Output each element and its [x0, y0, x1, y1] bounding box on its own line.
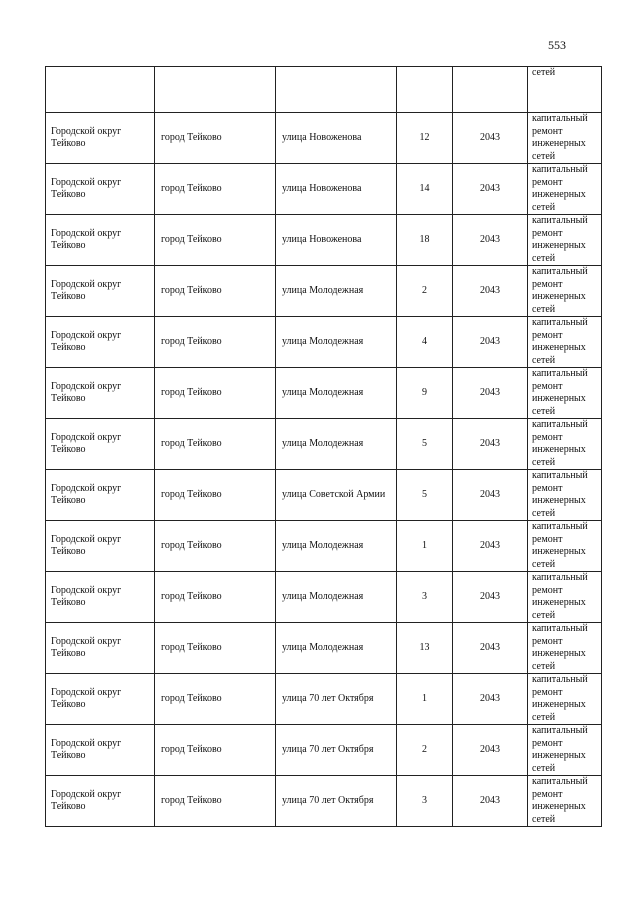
street-cell: улица 70 лет Октября	[276, 725, 397, 776]
district-cell: Городской округ Тейково	[46, 368, 155, 419]
settlement-cell: город Тейково	[155, 113, 276, 164]
house-cell: 4	[397, 317, 453, 368]
year-cell: 2043	[453, 317, 528, 368]
house-cell: 18	[397, 215, 453, 266]
table-row	[46, 521, 602, 572]
settlement-cell: город Тейково	[155, 725, 276, 776]
house-cell: 1	[397, 674, 453, 725]
street-cell: улица 70 лет Октября	[276, 674, 397, 725]
street-cell	[276, 67, 397, 113]
year-cell: 2043	[453, 725, 528, 776]
year-cell: 2043	[453, 521, 528, 572]
house-cell: 3	[397, 572, 453, 623]
street-cell: улица Молодежная	[276, 521, 397, 572]
table-row	[46, 317, 602, 368]
street-cell: улица Молодежная	[276, 317, 397, 368]
settlement-cell: город Тейково	[155, 419, 276, 470]
work-type-cell: капитальный ремонт инженерных сетей	[528, 776, 602, 827]
settlement-cell: город Тейково	[155, 572, 276, 623]
year-cell: 2043	[453, 368, 528, 419]
table-body	[46, 67, 602, 827]
district-cell: Городской округ Тейково	[46, 572, 155, 623]
settlement-cell: город Тейково	[155, 521, 276, 572]
work-type-cell: капитальный ремонт инженерных сетей	[528, 725, 602, 776]
table-row	[46, 419, 602, 470]
work-type-cell: капитальный ремонт инженерных сетей	[528, 317, 602, 368]
district-cell: Городской округ Тейково	[46, 725, 155, 776]
street-cell: улица Новоженова	[276, 113, 397, 164]
work-type-cell: капитальный ремонт инженерных сетей	[528, 521, 602, 572]
work-type-cell: капитальный ремонт инженерных сетей	[528, 674, 602, 725]
page-number: 553	[548, 38, 566, 52]
work-type-cell: капитальный ремонт инженерных сетей	[528, 368, 602, 419]
work-type-cell: капитальный ремонт инженерных сетей	[528, 113, 602, 164]
work-type-cell: капитальный ремонт инженерных сетей	[528, 572, 602, 623]
table-row	[46, 572, 602, 623]
street-cell: улица Советской Армии	[276, 470, 397, 521]
settlement-cell: город Тейково	[155, 317, 276, 368]
settlement-cell: город Тейково	[155, 674, 276, 725]
district-cell: Городской округ Тейково	[46, 674, 155, 725]
repair-schedule-table	[45, 66, 602, 827]
district-cell: Городской округ Тейково	[46, 623, 155, 674]
settlement-cell: город Тейково	[155, 470, 276, 521]
street-cell: улица Новоженова	[276, 164, 397, 215]
house-cell: 5	[397, 470, 453, 521]
year-cell: 2043	[453, 266, 528, 317]
district-cell: Городской округ Тейково	[46, 266, 155, 317]
district-cell: Городской округ Тейково	[46, 164, 155, 215]
house-cell: 2	[397, 266, 453, 317]
table-row	[46, 725, 602, 776]
house-cell: 2	[397, 725, 453, 776]
table-row	[46, 470, 602, 521]
settlement-cell	[155, 67, 276, 113]
table-row	[46, 113, 602, 164]
year-cell: 2043	[453, 776, 528, 827]
work-type-cell: капитальный ремонт инженерных сетей	[528, 419, 602, 470]
settlement-cell: город Тейково	[155, 368, 276, 419]
year-cell	[453, 67, 528, 113]
year-cell: 2043	[453, 470, 528, 521]
table-row	[46, 164, 602, 215]
house-cell	[397, 67, 453, 113]
district-cell: Городской округ Тейково	[46, 317, 155, 368]
settlement-cell: город Тейково	[155, 164, 276, 215]
table-row	[46, 674, 602, 725]
year-cell: 2043	[453, 419, 528, 470]
year-cell: 2043	[453, 572, 528, 623]
year-cell: 2043	[453, 674, 528, 725]
house-cell: 9	[397, 368, 453, 419]
house-cell: 13	[397, 623, 453, 674]
street-cell: улица Молодежная	[276, 419, 397, 470]
work-type-cell: капитальный ремонт инженерных сетей	[528, 215, 602, 266]
settlement-cell: город Тейково	[155, 776, 276, 827]
settlement-cell: город Тейково	[155, 623, 276, 674]
district-cell: Городской округ Тейково	[46, 215, 155, 266]
work-type-cell: сетей	[528, 67, 602, 113]
year-cell: 2043	[453, 164, 528, 215]
district-cell: Городской округ Тейково	[46, 521, 155, 572]
street-cell: улица Молодежная	[276, 368, 397, 419]
table-row	[46, 368, 602, 419]
house-cell: 3	[397, 776, 453, 827]
work-type-cell: капитальный ремонт инженерных сетей	[528, 164, 602, 215]
settlement-cell: город Тейково	[155, 266, 276, 317]
district-cell: Городской округ Тейково	[46, 113, 155, 164]
table-row	[46, 776, 602, 827]
house-cell: 12	[397, 113, 453, 164]
table-row	[46, 623, 602, 674]
district-cell: Городской округ Тейково	[46, 419, 155, 470]
district-cell: Городской округ Тейково	[46, 470, 155, 521]
work-type-cell: капитальный ремонт инженерных сетей	[528, 470, 602, 521]
work-type-cell: капитальный ремонт инженерных сетей	[528, 266, 602, 317]
work-type-cell: капитальный ремонт инженерных сетей	[528, 623, 602, 674]
house-cell: 1	[397, 521, 453, 572]
settlement-cell: город Тейково	[155, 215, 276, 266]
street-cell: улица 70 лет Октября	[276, 776, 397, 827]
street-cell: улица Новоженова	[276, 215, 397, 266]
continuation-row	[46, 67, 602, 113]
table-row	[46, 266, 602, 317]
house-cell: 5	[397, 419, 453, 470]
street-cell: улица Молодежная	[276, 266, 397, 317]
table-row	[46, 215, 602, 266]
district-cell: Городской округ Тейково	[46, 776, 155, 827]
street-cell: улица Молодежная	[276, 572, 397, 623]
year-cell: 2043	[453, 113, 528, 164]
street-cell: улица Молодежная	[276, 623, 397, 674]
year-cell: 2043	[453, 215, 528, 266]
house-cell: 14	[397, 164, 453, 215]
year-cell: 2043	[453, 623, 528, 674]
district-cell	[46, 67, 155, 113]
